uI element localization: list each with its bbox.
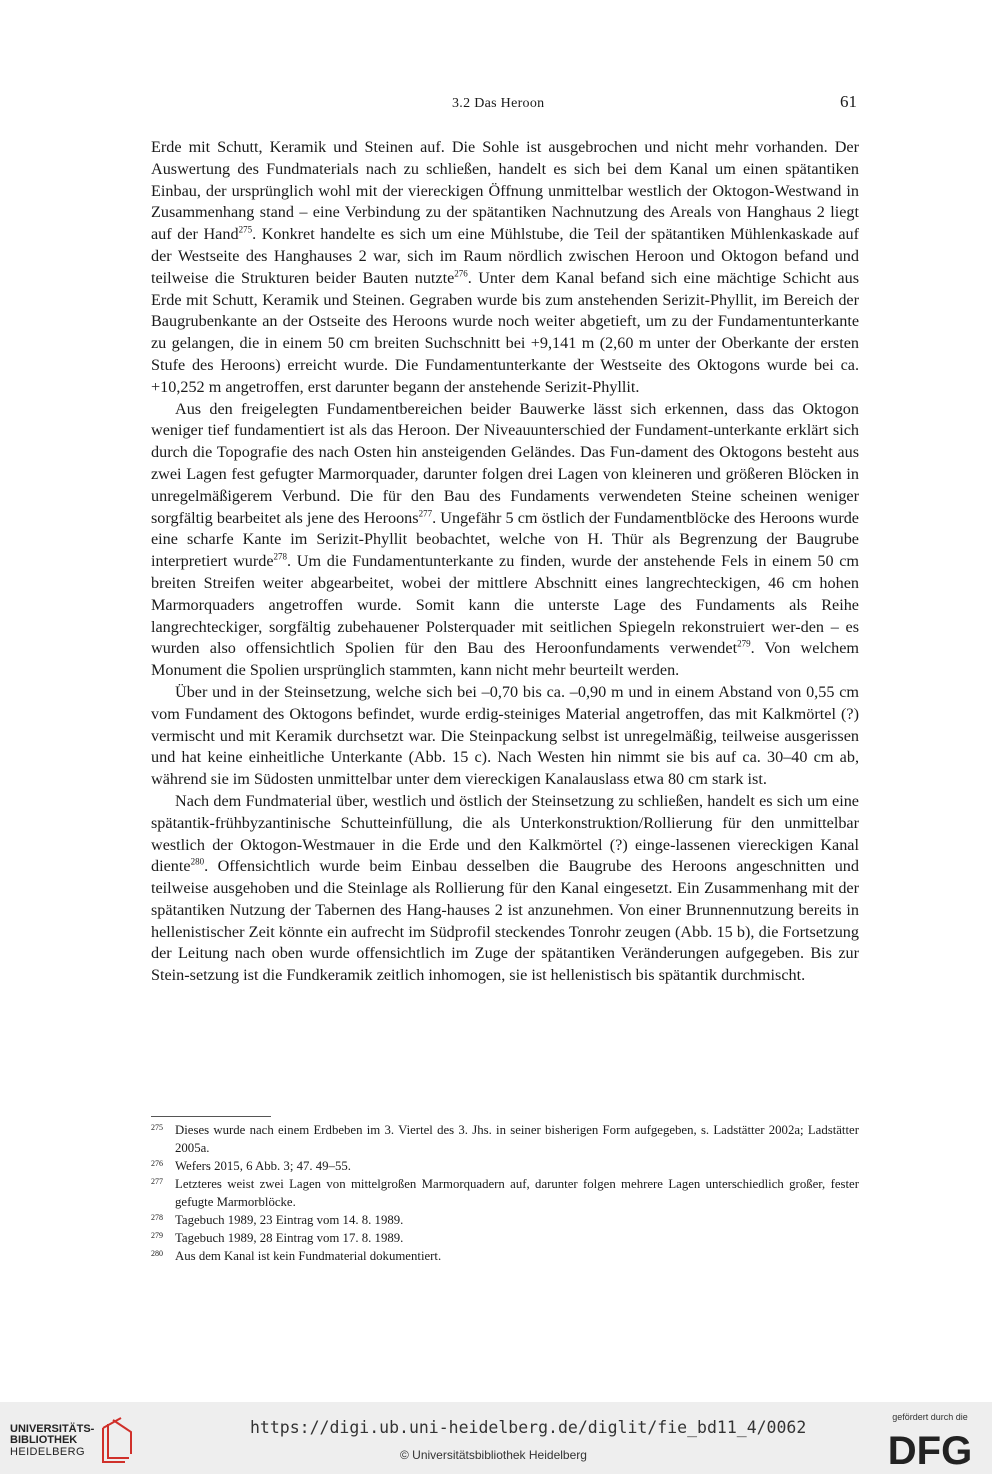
footnote-rule <box>151 1116 271 1117</box>
copyright-notice: © Universitätsbibliothek Heidelberg <box>400 1448 587 1462</box>
footnote-text: Aus dem Kanal ist kein Fundmaterial dokumentiert. <box>175 1249 442 1263</box>
footnote <box>151 1247 859 1265</box>
footnote-number: 278 <box>151 1213 163 1222</box>
library-name-line3: HEIDELBERG <box>10 1445 85 1458</box>
funded-by-label: gefördert durch die <box>892 1412 968 1422</box>
library-name-line1: UNIVERSITÄTS- <box>10 1422 95 1435</box>
text-run: Nach dem Fundmaterial über, westlich und östlich der Steinsetzung zu schließen, handelt es sich um eine spätantik-frühbyzantinische Schutteinfüllung, die als Unterkonstruktion/Rollierung für den unmittelbar westlich der Oktogon-Westmauer in die Erde und den Kalkmörtel (?) einge-lassenen viereckigen Kanal diente <box>151 791 859 876</box>
text-run: . Ungefähr 5 cm östlich der Fundamentblöcke des Heroons wurde eine scharfe Kante im Serizit-Phyllit beobachtet, welche von H. Thür als Begrenzung der Baugrube interpretiert wurde <box>151 508 859 571</box>
footnote-text: Wefers 2015, 6 Abb. 3; 47. 49–55. <box>175 1159 351 1173</box>
dfg-logo <box>880 1426 980 1470</box>
text-run: Über und in der Steinsetzung, welche sich bei –0,70 bis ca. –0,90 m und in einem Abstand von 0,55 cm vom Fundament des Oktogons befindet, wurde erdig-steiniges Material angetroffen, das mit Kalkmörtel (?) vermischt und mit Keramik durchsetzt war. Die Steinpackung selbst ist unregelmäßig, teilweise ausgerissen und hat keine einheitliche Unterkante (Abb. 15 c). Nach Westen hin nimmt sie bis auf ca. 30–40 cm ab, während sie im Südosten unmittelbar unter dem viereckigen Kanalauslass etwa 80 cm stark ist. <box>151 682 859 789</box>
dfg-funding[interactable] <box>880 1412 980 1475</box>
text-run: Erde mit Schutt, Keramik und Steinen auf. Die Sohle ist ausgebrochen und nicht mehr vorhanden. Der Auswertung des Fundmaterials nach zu schließen, handelt es sich bei dem Kanal um einen spätantiken Einbau, der ursprünglich wohl mit der viereckigen Öffnung unmittelbar westlich der Oktogon-Westwand in Zusammenhang stand – eine Verbindung zu der spätantiken Nachnutzung des Areals von Hanghaus 2 liegt auf der Hand <box>151 138 859 244</box>
footnote <box>151 1229 859 1247</box>
footnotes <box>151 1121 859 1265</box>
footnote-number: 276 <box>151 1159 163 1168</box>
paragraph <box>151 399 859 682</box>
paragraph <box>151 682 859 791</box>
footnote-ref[interactable]: 280 <box>190 856 205 867</box>
footnote-text: Tagebuch 1989, 23 Eintrag vom 14. 8. 1989. <box>175 1213 404 1227</box>
text-run: . Konkret handelte es sich um eine Mühlstube, die Teil der spätantiken Mühlenkaskade auf der Westseite des Hanghauses 2 war, sich im Raum nördlich zwischen Heroon und Oktogon befand und teilweise die Strukturen beider Bauten nutzte <box>151 225 859 287</box>
paragraph <box>151 137 859 399</box>
body-text <box>151 137 859 987</box>
text-run: . Von welchem Monument die Spolien ursprünglich stammten, kann nicht mehr beurteilt werden. <box>151 639 859 680</box>
text-run: . Unter dem Kanal befand sich eine mächtige Schicht aus Erde mit Schutt, Keramik und Steinen. Gegraben wurde bis zum anstehenden Serizit-Phyllit, im Bereich der Baugrubenkante an der Ostseite des Heroons wurde noch weiter abgetieft, um zu der Fundamentunterkante zu gelangen, die in einem 50 cm breiten Suchschnitt bei +9,141 m (2,60 m unter der Oberkante der ersten Stufe des Heroons) erreicht wurde. Die Fundamentunterkante der Westseite des Oktogons wurde bei ca. +10,252 m angetroffen, erst darunter begann der anstehende Serizit-Phyllit. <box>151 268 859 396</box>
footnote-number: 277 <box>151 1177 163 1186</box>
footnote-text: Tagebuch 1989, 28 Eintrag vom 17. 8. 1989. <box>175 1231 404 1245</box>
document-url[interactable]: https://digi.ub.uni-heidelberg.de/diglit/fie_bd11_4/0062 <box>250 1418 807 1437</box>
footnote <box>151 1211 859 1229</box>
footer-bar <box>0 1402 992 1474</box>
footnote-text: Letzteres weist zwei Lagen von mittelgroßen Marmorquadern auf, darunter folgen mehrere Lagen unterschiedlich großer, fester gefugte Marmorblöcke. <box>175 1177 859 1209</box>
library-emblem-icon <box>98 1416 134 1466</box>
text-run: . Offensichtlich wurde beim Einbau desselben die Baugrube des Heroons angeschnitten und teilweise ausgehoben und die Steinlage als Rollierung für den Kanal eingesetzt. Ein Zusammenhang mit der spätantiken Nutzung der Tabernen des Hang-hauses 2 ist anzunehmen. Von einer Brunnennutzung bereits in hellenistischer Zeit könnte ein aufrecht im Südprofil steckendes Tonrohr zeugen (Abb. 15 b), die Fortsetzung der Leitung nach oben wurde offensichtlich im Zuge der spätantiken Veränderungen aufgegeben. Bis zur Stein-setzung ist die Fundkeramik zeitlich inhomogen, sie ist hellenistisch bis spätantik durchmischt. <box>151 857 859 985</box>
footnote-number: 275 <box>151 1123 163 1132</box>
page-header <box>0 94 992 116</box>
footnote-number: 280 <box>151 1249 163 1258</box>
footnote <box>151 1175 859 1211</box>
library-logo-text <box>10 1424 94 1459</box>
footnote-number: 279 <box>151 1231 163 1240</box>
footnote-ref[interactable]: 277 <box>418 508 433 519</box>
footnote <box>151 1121 859 1157</box>
footnote-ref[interactable]: 279 <box>737 638 751 649</box>
page-number: 61 <box>840 92 857 111</box>
footnote-ref[interactable]: 278 <box>273 551 288 562</box>
footnote-ref[interactable]: 276 <box>454 268 468 279</box>
paragraph <box>151 791 859 987</box>
running-head: 3.2 Das Heroon <box>452 96 545 111</box>
library-logo[interactable] <box>10 1416 134 1466</box>
footnote-ref[interactable]: 275 <box>238 224 253 235</box>
dfg-logo-text: DFG <box>887 1429 973 1470</box>
footnote-text: Dieses wurde nach einem Erdbeben im 3. Viertel des 3. Jhs. in seiner bisherigen Form aufgegeben, s. Ladstätter 2002a; Ladstätter 2005a. <box>175 1123 859 1155</box>
footnote <box>151 1157 859 1175</box>
text-run: Aus den freigelegten Fundamentbereichen beider Bauwerke lässt sich erkennen, dass das Oktogon weniger tief fundamentiert ist als das Heroon. Der Niveauunterschied der Fundament-unterkante erklärt sich durch die Topografie des nach Osten hin ansteigenden Geländes. Das Fun-dament des Oktogons besteht aus zwei Lagen fest gefugter Marmorquader, darunter folgen drei Lagen von kleineren und größeren Blöcken in unregelmäßigerem Verbund. Die für den Bau des Fundaments verwendeten Steine scheinen weniger sorgfältig bearbeitet als jene des Heroons <box>151 399 859 527</box>
library-name-line2: BIBLIOTHEK <box>10 1434 78 1447</box>
text-run: . Um die Fundamentunterkante zu finden, wurde der anstehende Fels in einem 50 cm breiten Streifen weiter abgearbeitet, wobei der mittlere Abschnitt eines langrechteckigen, 46 cm hohen Marmorquaders angetroffen wurde. Somit kann die unterste Lage des Fundaments als Reihe langrechteckiger, sorgfältig zubehauener Polsterquader mit seitlichen Spiegeln rekonstruiert wer-den – es wurden also offensichtlich Spolien für den Bau des Heroonfundaments verwendet <box>151 552 859 658</box>
